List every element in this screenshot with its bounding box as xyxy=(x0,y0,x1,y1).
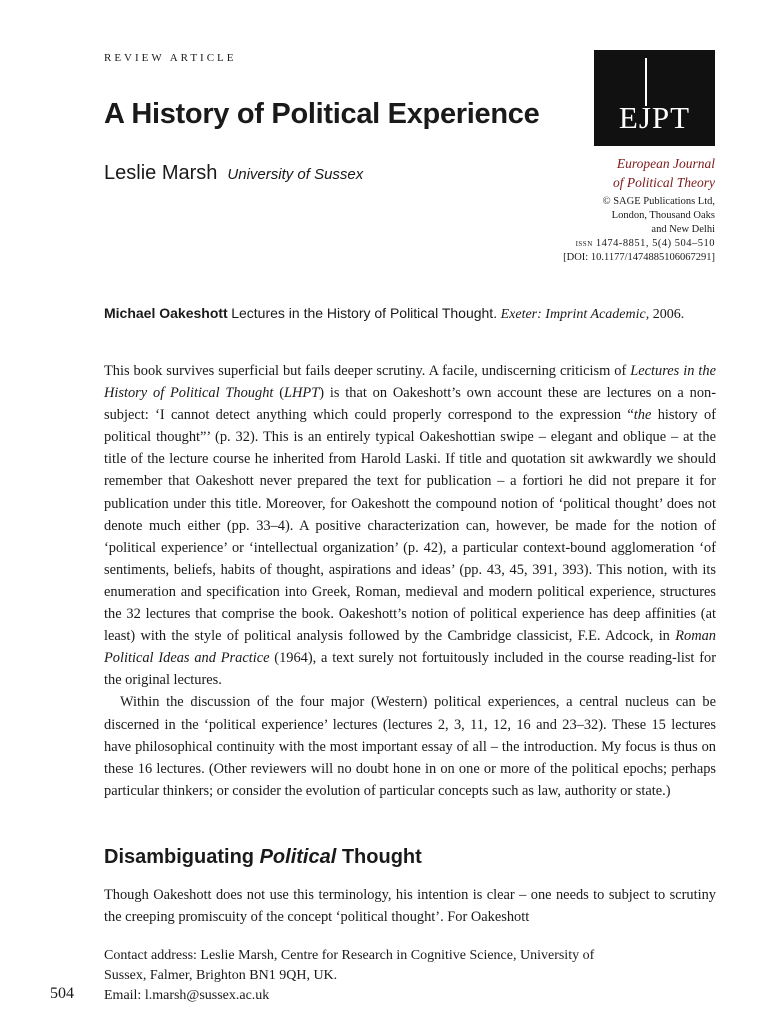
article-type-label: REVIEW ARTICLE xyxy=(104,52,237,64)
author-name: Leslie Marsh xyxy=(104,162,218,184)
issn: issn 1474-8851, 5(4) 504–510 xyxy=(575,238,715,249)
section-heading: Disambiguating Political Thought xyxy=(104,846,422,868)
publisher-line: and New Delhi xyxy=(651,224,715,235)
contact-address-line: Contact address: Leslie Marsh, Centre for Research in Cognitive Science, University of xyxy=(104,948,595,963)
publisher-line: © SAGE Publications Ltd, xyxy=(602,196,715,207)
contact-email: Email: l.marsh@sussex.ac.uk xyxy=(104,988,270,1003)
book-title: Lectures in the History of Political Thought. xyxy=(231,305,498,321)
page-number: 504 xyxy=(50,985,74,1002)
book-year: 2006. xyxy=(652,307,685,322)
doi: [DOI: 10.1177/1474885106067291] xyxy=(563,252,715,263)
paragraph: This book survives superficial but fails deeper scrutiny. A facile, undiscerning criticism of Lectures in the History of Political Thought (LHPT) is that on Oakeshott’s own account these are lectures on a non-subject: ‘I cannot detect anything which could properly correspond to the expression “the history of political thought”’ (p. 32). This is an entirely typical Oakeshottian swipe – elegant and oblique – at the title of the lecture course he inherited from Harold Laski. If title and quotation sit awkwardly we should remember that Oakeshott never prepared the text for publication – a fortiori he did not prepare it for publication under this title. Moreover, for Oakeshott the compound notion of ‘political thought’ does not denote much either (pp. 33–4). A positive characterization can, however, be made for the notion of ‘political experience’ or ‘intellectual organization’ (p. 42), a particular context-bound agglomeration ‘of sentiments, beliefs, habits of thought, aspirations and ideas’ (pp. 43, 45, 391, 393). This notion, with its enumeration and specification into Greek, Roman, medieval and modern political experience, structures the 32 lectures that comprise the book. Oakeshott’s notion of political experience has deep affinities (at least) with the style of political analysis followed by the Cambridge classicist, F.E. Adcock, in Roman Political Ideas and Practice (1964), a text surely not fortuitously included in the course reading-list for the original lectures. xyxy=(104,363,717,689)
contact-address-line: Sussex, Falmer, Brighton BN1 9QH, UK. xyxy=(104,968,338,983)
author-affiliation: University of Sussex xyxy=(227,166,364,183)
reviewed-book-citation: Michael Oakeshott Lectures in the History of Political Thought. Exeter: Imprint Academic, 2006. xyxy=(104,305,685,322)
paragraph: Within the discussion of the four major (Western) political experiences, a central nucleus can be discerned in the ‘political experience’ lectures (lectures 2, 3, 11, 12, 16 and 23–32). These 15 lectures have philosophical continuity with the most important essay of all – the introduction. My focus is thus on these 16 lectures. (Other reviewers will no doubt hone in on one or more of the political epochs; perhaps particular thinkers; or consider the evolution of particular concepts such as law, authority or state.) xyxy=(104,694,716,799)
publication-info xyxy=(563,195,715,265)
article-body xyxy=(104,360,716,802)
publisher-line: London, Thousand Oaks xyxy=(611,210,715,221)
journal-name xyxy=(613,154,715,192)
logo-rule xyxy=(645,58,647,106)
book-author: Michael Oakeshott xyxy=(104,305,228,321)
journal-name-line1: European Journal xyxy=(616,156,715,171)
article-title: A History of Political Experience xyxy=(104,98,540,130)
paragraph: Though Oakeshott does not use this terminology, his intention is clear – one needs to subject to scrutiny the creeping promiscuity of the concept ‘political thought’. For Oakeshott xyxy=(104,887,716,926)
byline xyxy=(104,162,363,185)
book-publisher: Exeter: Imprint Academic xyxy=(500,307,646,322)
contact-footnote xyxy=(104,946,716,1006)
journal-logo xyxy=(594,50,715,146)
journal-name-line2: of Political Theory xyxy=(613,175,715,190)
section-body xyxy=(104,884,716,928)
logo-text: EJPT xyxy=(618,100,691,135)
